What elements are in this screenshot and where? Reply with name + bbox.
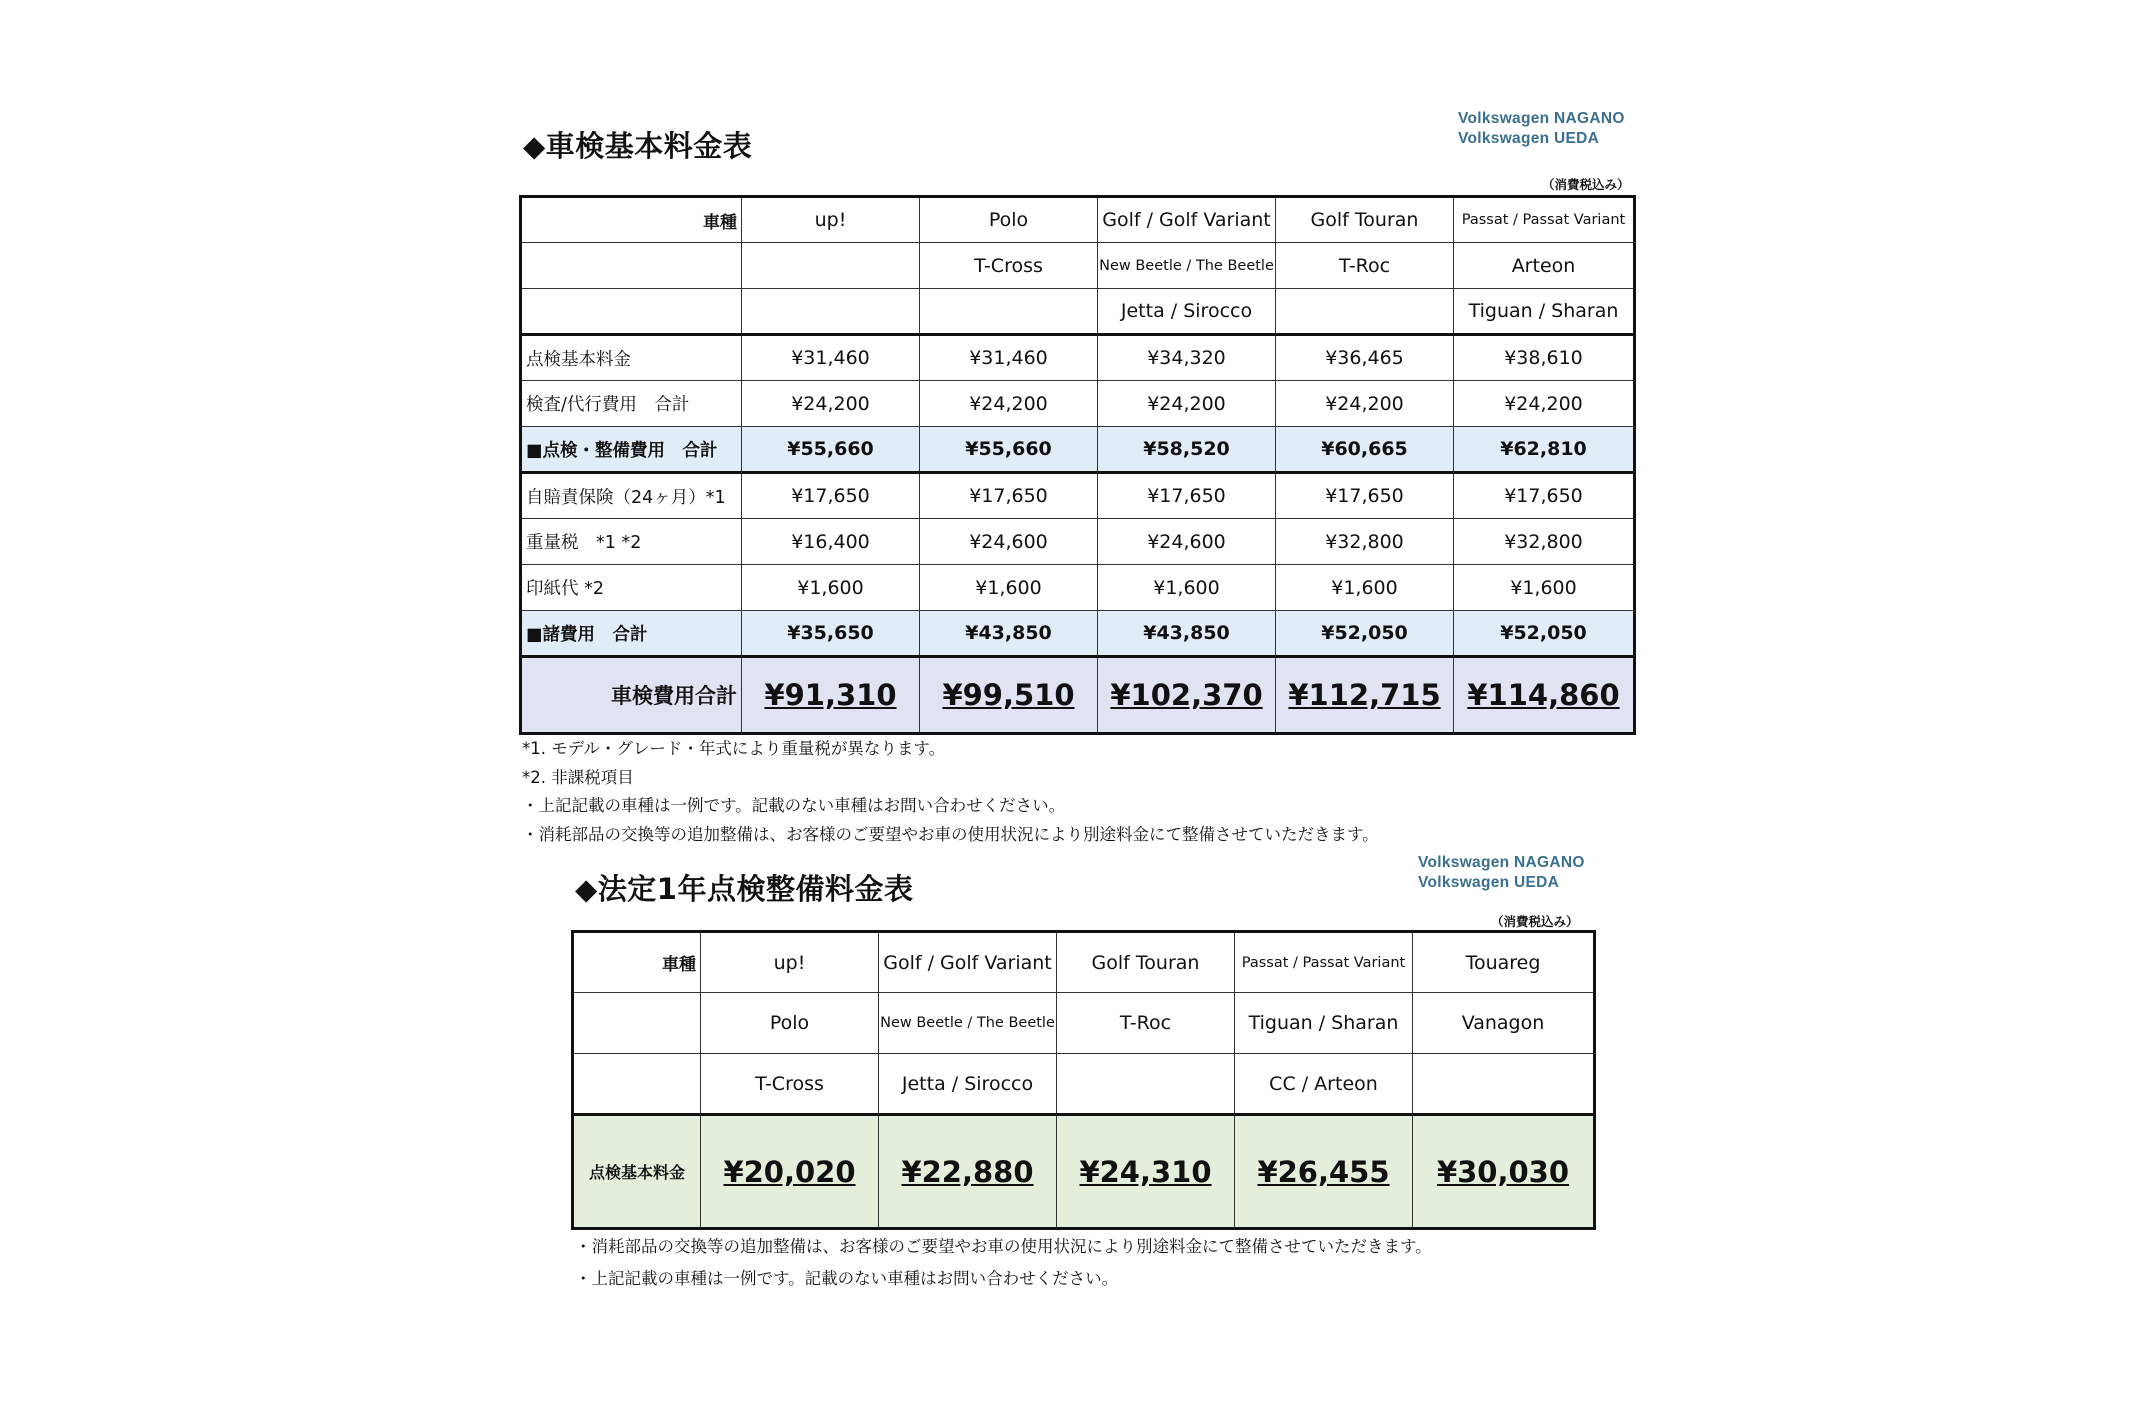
model-cell: Tiguan / Sharan: [1454, 289, 1635, 335]
model-cell: Arteon: [1454, 243, 1635, 289]
note-line: *2. 非課税項目: [522, 767, 634, 787]
row-label: ■点検・整備費用 合計: [521, 427, 742, 473]
fee-cell: ¥1,600: [1098, 565, 1276, 611]
model-row: [521, 289, 1635, 335]
model-cell: New Beetle / The Beetle: [1098, 243, 1276, 289]
total-cell: ¥99,510: [920, 657, 1098, 734]
model-cell: [742, 243, 920, 289]
table2-tax-note: （消費税込み）: [1491, 914, 1579, 929]
brand-line-ueda: Volkswagen UEDA: [1458, 130, 1600, 147]
fee-cell: ¥62,810: [1454, 427, 1635, 473]
model-row: [521, 197, 1635, 243]
fee-cell: ¥24,200: [920, 381, 1098, 427]
price-cell: ¥22,880: [879, 1115, 1057, 1229]
model-row: [573, 993, 1595, 1054]
price-cell: ¥24,310: [1057, 1115, 1235, 1229]
fee-cell: ¥58,520: [1098, 427, 1276, 473]
note-line: *1. モデル・グレード・年式により重量税が異なります。: [522, 739, 946, 758]
fee-cell: ¥38,610: [1454, 335, 1635, 381]
price-cell: ¥20,020: [701, 1115, 879, 1229]
model-cell: T-Roc: [1276, 243, 1454, 289]
fee-cell: ¥17,650: [920, 473, 1098, 519]
total-cell: ¥102,370: [1098, 657, 1276, 734]
model-cell: up!: [742, 197, 920, 243]
fee-cell: ¥32,800: [1454, 519, 1635, 565]
fee-cell: ¥52,050: [1276, 611, 1454, 657]
fee-row: [521, 473, 1635, 519]
row-label: 検査/代行費用 合計: [521, 381, 742, 427]
brand-line-nagano: Volkswagen NAGANO: [1458, 110, 1625, 127]
price-label: 点検基本料金: [573, 1115, 701, 1229]
price-row: [573, 1115, 1595, 1229]
model-cell: Passat / Passat Variant: [1235, 932, 1413, 993]
row-label: ■諸費用 合計: [521, 611, 742, 657]
model-cell: Touareg: [1413, 932, 1595, 993]
table1-brand: [1458, 109, 1625, 149]
fee-cell: ¥17,650: [742, 473, 920, 519]
table1-title: ◆車検基本料金表: [523, 129, 753, 163]
header-label: 車種: [573, 932, 701, 993]
table2-brand: [1418, 853, 1585, 893]
model-cell: [1413, 1054, 1595, 1115]
model-cell: Jetta / Sirocco: [879, 1054, 1057, 1115]
header-label: 車種: [521, 197, 742, 243]
price-cell: ¥26,455: [1235, 1115, 1413, 1229]
model-row: [573, 932, 1595, 993]
total-cell: ¥112,715: [1276, 657, 1454, 734]
fee-cell: ¥43,850: [920, 611, 1098, 657]
fee-cell: ¥24,200: [742, 381, 920, 427]
fee-row: [521, 335, 1635, 381]
fee-cell: ¥1,600: [1276, 565, 1454, 611]
total-row: [521, 657, 1635, 734]
model-cell: [920, 289, 1098, 335]
fee-cell: ¥35,650: [742, 611, 920, 657]
inspection-fee-table: [519, 195, 1636, 735]
row-label: 印紙代 *2: [521, 565, 742, 611]
fee-cell: ¥55,660: [920, 427, 1098, 473]
fee-cell: ¥24,200: [1098, 381, 1276, 427]
fee-cell: ¥52,050: [1454, 611, 1635, 657]
model-cell: Golf Touran: [1057, 932, 1235, 993]
note-line: ・消耗部品の交換等の追加整備は、お客様のご要望やお車の使用状況により別途料金にて整備させていただきます。: [575, 1237, 1432, 1256]
model-cell: CC / Arteon: [1235, 1054, 1413, 1115]
brand-line-ueda: Volkswagen UEDA: [1418, 874, 1560, 891]
fee-row: [521, 519, 1635, 565]
row-label: 自賠責保険（24ヶ月）*1: [521, 473, 742, 519]
fee-cell: ¥60,665: [1276, 427, 1454, 473]
model-cell: [1276, 289, 1454, 335]
subtotal-row: [521, 427, 1635, 473]
brand-line-nagano: Volkswagen NAGANO: [1418, 854, 1585, 871]
table2-notes: [575, 1231, 1432, 1295]
row-label: 点検基本料金: [521, 335, 742, 381]
model-cell: New Beetle / The Beetle: [879, 993, 1057, 1054]
model-cell: Golf / Golf Variant: [879, 932, 1057, 993]
model-cell: up!: [701, 932, 879, 993]
annual-inspection-table: [571, 930, 1596, 1230]
model-cell: Jetta / Sirocco: [1098, 289, 1276, 335]
note-line: ・上記記載の車種は一例です。記載のない車種はお問い合わせください。: [522, 796, 1066, 815]
table1-notes: [522, 735, 1379, 849]
fee-cell: ¥31,460: [742, 335, 920, 381]
fee-cell: ¥17,650: [1098, 473, 1276, 519]
fee-cell: ¥55,660: [742, 427, 920, 473]
total-label: 車検費用合計: [521, 657, 742, 734]
fee-cell: ¥43,850: [1098, 611, 1276, 657]
model-cell: T-Cross: [701, 1054, 879, 1115]
fee-cell: ¥31,460: [920, 335, 1098, 381]
model-row: [573, 1054, 1595, 1115]
note-line: ・上記記載の車種は一例です。記載のない車種はお問い合わせください。: [575, 1269, 1119, 1288]
fee-cell: ¥24,200: [1454, 381, 1635, 427]
fee-cell: ¥34,320: [1098, 335, 1276, 381]
model-cell: T-Cross: [920, 243, 1098, 289]
fee-cell: ¥32,800: [1276, 519, 1454, 565]
table1-tax-note: （消費税込み）: [1542, 177, 1630, 192]
model-cell: Golf / Golf Variant: [1098, 197, 1276, 243]
fee-cell: ¥24,600: [1098, 519, 1276, 565]
model-cell: Polo: [920, 197, 1098, 243]
fee-cell: ¥1,600: [1454, 565, 1635, 611]
empty-cell: [573, 1054, 701, 1115]
model-cell: [742, 289, 920, 335]
total-cell: ¥114,860: [1454, 657, 1635, 734]
subtotal-row: [521, 611, 1635, 657]
empty-cell: [521, 243, 742, 289]
model-cell: T-Roc: [1057, 993, 1235, 1054]
model-cell: [1057, 1054, 1235, 1115]
fee-cell: ¥1,600: [742, 565, 920, 611]
model-row: [521, 243, 1635, 289]
fee-cell: ¥16,400: [742, 519, 920, 565]
fee-cell: ¥17,650: [1276, 473, 1454, 519]
fee-cell: ¥36,465: [1276, 335, 1454, 381]
model-cell: Tiguan / Sharan: [1235, 993, 1413, 1054]
table2-title: ◆法定1年点検整備料金表: [575, 872, 914, 906]
fee-cell: ¥17,650: [1454, 473, 1635, 519]
fee-row: [521, 381, 1635, 427]
price-cell: ¥30,030: [1413, 1115, 1595, 1229]
model-cell: Vanagon: [1413, 993, 1595, 1054]
model-cell: Passat / Passat Variant: [1454, 197, 1635, 243]
row-label: 重量税 *1 *2: [521, 519, 742, 565]
fee-row: [521, 565, 1635, 611]
fee-cell: ¥24,200: [1276, 381, 1454, 427]
empty-cell: [521, 289, 742, 335]
model-cell: Golf Touran: [1276, 197, 1454, 243]
note-line: ・消耗部品の交換等の追加整備は、お客様のご要望やお車の使用状況により別途料金にて整備させていただきます。: [522, 824, 1379, 844]
empty-cell: [573, 993, 701, 1054]
fee-cell: ¥24,600: [920, 519, 1098, 565]
model-cell: Polo: [701, 993, 879, 1054]
fee-cell: ¥1,600: [920, 565, 1098, 611]
total-cell: ¥91,310: [742, 657, 920, 734]
